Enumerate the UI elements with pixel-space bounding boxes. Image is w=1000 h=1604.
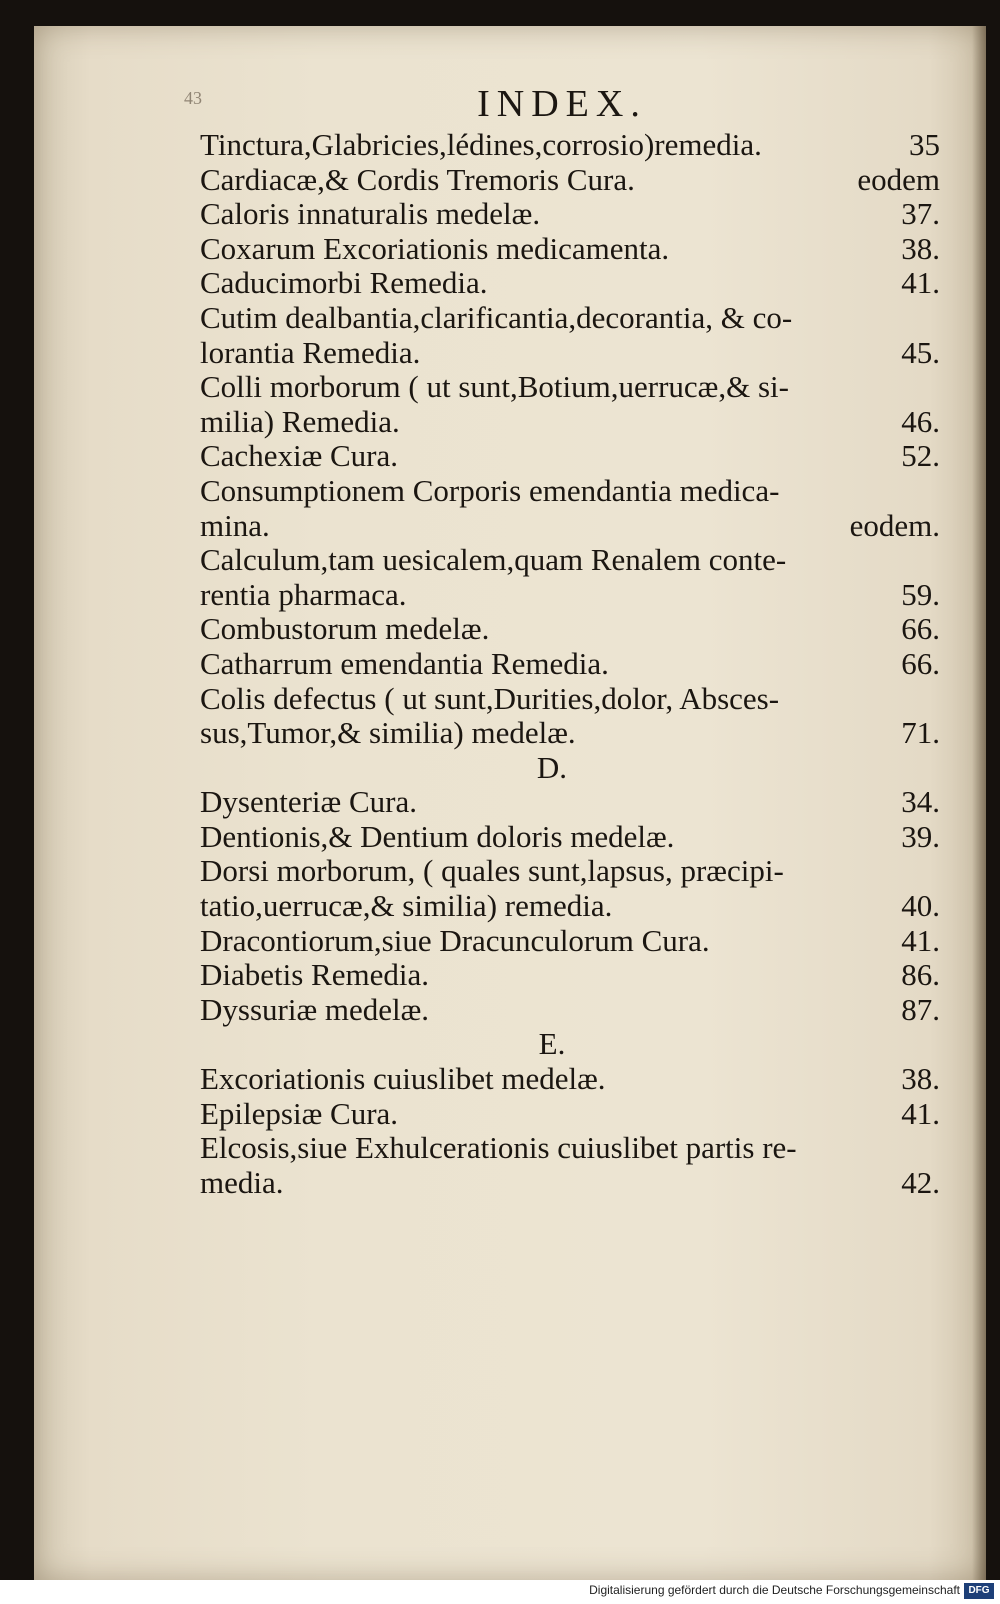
entry-page-number: 87. xyxy=(901,991,940,1027)
index-entry xyxy=(200,197,940,232)
footer-credit: Digitalisierung gefördert durch die Deutsche Forschungsgemeinschaft xyxy=(589,1583,960,1597)
index-entry xyxy=(200,578,940,613)
entry-text: Tinctura,Glabricies,lédines,corrosio)remedia. xyxy=(200,128,762,162)
entry-page-number: 66. xyxy=(901,611,940,647)
index-entry xyxy=(200,474,940,509)
running-head: INDEX. xyxy=(477,83,647,125)
index-entry xyxy=(200,1097,940,1132)
index-entry xyxy=(200,958,940,993)
entry-page-number: 86. xyxy=(901,957,940,993)
index-entry xyxy=(200,682,940,717)
entry-text: Dyssuriæ medelæ. xyxy=(200,992,430,1027)
index-entry xyxy=(200,993,940,1028)
section-letter: E. xyxy=(538,1026,566,1062)
index-entry xyxy=(200,1166,940,1201)
entry-page-number: 46. xyxy=(901,403,940,439)
entry-text: Catharrum emendantia Remedia. xyxy=(200,646,609,681)
index-entry xyxy=(200,405,940,440)
index-entry xyxy=(200,301,940,336)
entry-page-number: 35 xyxy=(909,127,940,162)
entry-text: Cutim dealbantia,clarificantia,decorantia, & co- xyxy=(200,300,793,335)
entry-text: sus,Tumor,& similia) medelæ. xyxy=(200,716,576,751)
entry-page-number: 71. xyxy=(901,715,940,751)
entry-text: Cachexiæ Cura. xyxy=(200,439,399,474)
entry-text: tatio,uerrucæ,& similia) remedia. xyxy=(200,889,613,924)
index-entry xyxy=(200,543,940,578)
entry-text: Cardiacæ,& Cordis Tremoris Cura. xyxy=(200,162,635,197)
entry-text: lorantia Remedia. xyxy=(200,335,421,370)
entry-page-number: 37. xyxy=(901,196,940,232)
index-entries xyxy=(200,128,940,1200)
index-entry xyxy=(200,128,940,163)
page-edge-shadow xyxy=(972,26,986,1580)
index-entry xyxy=(200,924,940,959)
entry-page-number: 66. xyxy=(901,645,940,681)
index-entry xyxy=(200,647,940,682)
entry-page-number: 52. xyxy=(901,438,940,474)
entry-page-number: 41. xyxy=(901,922,940,958)
index-entry xyxy=(200,509,940,544)
entry-text: Elcosis,siue Exhulcerationis cuiuslibet partis re- xyxy=(200,1131,797,1166)
folio-mark: 43 xyxy=(184,88,202,108)
entry-page-number: 40. xyxy=(901,888,940,924)
index-entry xyxy=(200,163,940,198)
entry-page-number: 38. xyxy=(901,230,940,266)
entry-text: Epilepsiæ Cura. xyxy=(200,1096,399,1131)
entry-page-number: 45. xyxy=(901,334,940,370)
entry-text: Combustorum medelæ. xyxy=(200,612,490,647)
entry-text: Caducimorbi Remedia. xyxy=(200,266,488,301)
index-entry xyxy=(200,370,940,405)
entry-page-number: 34. xyxy=(901,784,940,820)
index-entry xyxy=(200,820,940,855)
index-entry xyxy=(200,889,940,924)
index-entry xyxy=(200,1131,940,1166)
entry-text: media. xyxy=(200,1165,284,1200)
entry-page-number: 41. xyxy=(901,265,940,301)
index-entry xyxy=(200,266,940,301)
entry-text: rentia pharmaca. xyxy=(200,577,407,612)
entry-text: Caloris innaturalis medelæ. xyxy=(200,197,541,232)
entry-page-number: eodem xyxy=(857,161,940,197)
index-entry xyxy=(200,336,940,371)
entry-page-number: 59. xyxy=(901,576,940,612)
index-entry xyxy=(200,232,940,267)
index-entry xyxy=(200,1062,940,1097)
entry-text: Consumptionem Corporis emendantia medica- xyxy=(200,473,780,508)
entry-text: milia) Remedia. xyxy=(200,404,400,439)
index-entry xyxy=(200,785,940,820)
entry-text: Dorsi morborum, ( quales sunt,lapsus, præcipi- xyxy=(200,854,784,889)
entry-page-number: eodem. xyxy=(849,507,940,543)
dfg-logo: DFG xyxy=(964,1583,994,1599)
section-letter: D. xyxy=(536,749,568,785)
entry-text: Calculum,tam uesicalem,quam Renalem conte- xyxy=(200,543,787,578)
entry-text: Colis defectus ( ut sunt,Durities,dolor, Absces- xyxy=(200,681,780,716)
index-entry xyxy=(200,612,940,647)
entry-text: Dentionis,& Dentium doloris medelæ. xyxy=(200,819,675,854)
entry-text: Dysenteriæ Cura. xyxy=(200,785,417,820)
entry-text: Dracontiorum,siue Dracunculorum Cura. xyxy=(200,923,710,958)
entry-page-number: 42. xyxy=(901,1164,940,1200)
index-entry xyxy=(200,854,940,889)
index-entry xyxy=(200,439,940,474)
entry-text: Colli morborum ( ut sunt,Botium,uerrucæ,& si- xyxy=(200,370,789,405)
entry-text: Diabetis Remedia. xyxy=(200,958,429,993)
entry-page-number: 41. xyxy=(901,1095,940,1131)
footer-bar xyxy=(0,1580,1000,1604)
entry-text: Excoriationis cuiuslibet medelæ. xyxy=(200,1062,606,1097)
entry-page-number: 38. xyxy=(901,1061,940,1097)
entry-page-number: 39. xyxy=(901,818,940,854)
index-entry xyxy=(200,716,940,751)
entry-text: mina. xyxy=(200,508,270,543)
entry-text: Coxarum Excoriationis medicamenta. xyxy=(200,231,670,266)
